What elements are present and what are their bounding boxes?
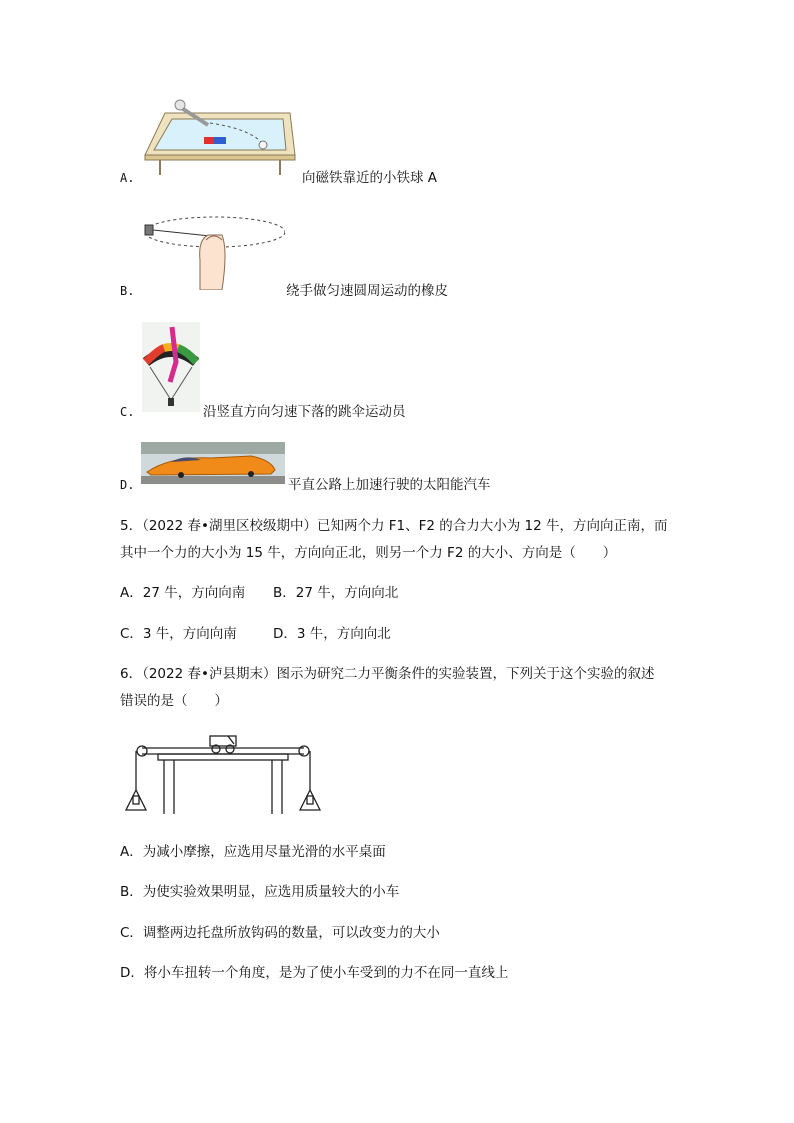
q4-option-A-letter: A. xyxy=(120,171,135,185)
q4-option-C-caption: 沿竖直方向匀速下落的跳伞运动员 xyxy=(203,404,406,420)
q6-option-A: A．为减小摩擦，应选用尽量光滑的水平桌面 xyxy=(120,844,386,860)
two-force-balance-apparatus-figure xyxy=(122,732,322,818)
q5-stem-line2: 其中一个力的大小为 15 牛，方向向正北，则另一个力 F2 的大小、方向是（ ） xyxy=(120,545,617,561)
q6-option-B: B．为使实验效果明显，应选用质量较大的小车 xyxy=(120,884,400,900)
q5-stem-line1: 5．（2022 春•湖里区校级期中）已知两个力 F1、F2 的合力大小为 12 牛，方向向正南，而 xyxy=(120,518,668,534)
q6-option-D: D．将小车扭转一个角度，是为了使小车受到的力不在同一直线上 xyxy=(120,965,509,981)
q4-option-A-caption: 向磁铁靠近的小铁球 A xyxy=(302,170,438,186)
q6-option-C: C．调整两边托盘所放钩码的数量，可以改变力的大小 xyxy=(120,925,440,941)
q4-option-D-letter: D. xyxy=(120,478,135,492)
rubber-circular-motion-figure xyxy=(140,210,285,290)
magnet-ball-tray-figure xyxy=(140,95,300,185)
q5-option-A: A．27 牛，方向向南 xyxy=(120,585,246,601)
q5-option-D: D．3 牛，方向向北 xyxy=(273,626,391,642)
q4-option-B-caption: 绕手做匀速圆周运动的橡皮 xyxy=(286,283,448,299)
q6-stem-line2: 错误的是（ ） xyxy=(120,693,228,709)
q4-option-C-letter: C. xyxy=(120,405,135,419)
q4-option-D-caption: 平直公路上加速行驶的太阳能汽车 xyxy=(288,477,491,493)
q5-option-C: C．3 牛，方向向南 xyxy=(120,626,237,642)
solar-car-figure xyxy=(141,442,285,484)
q5-option-B: B．27 牛，方向向北 xyxy=(273,585,399,601)
q4-option-B-letter: B. xyxy=(120,284,135,298)
q6-stem-line1: 6．（2022 春•泸县期末）图示为研究二力平衡条件的实验装置，下列关于这个实验的叙述 xyxy=(120,666,655,682)
parachutist-figure xyxy=(142,322,200,412)
